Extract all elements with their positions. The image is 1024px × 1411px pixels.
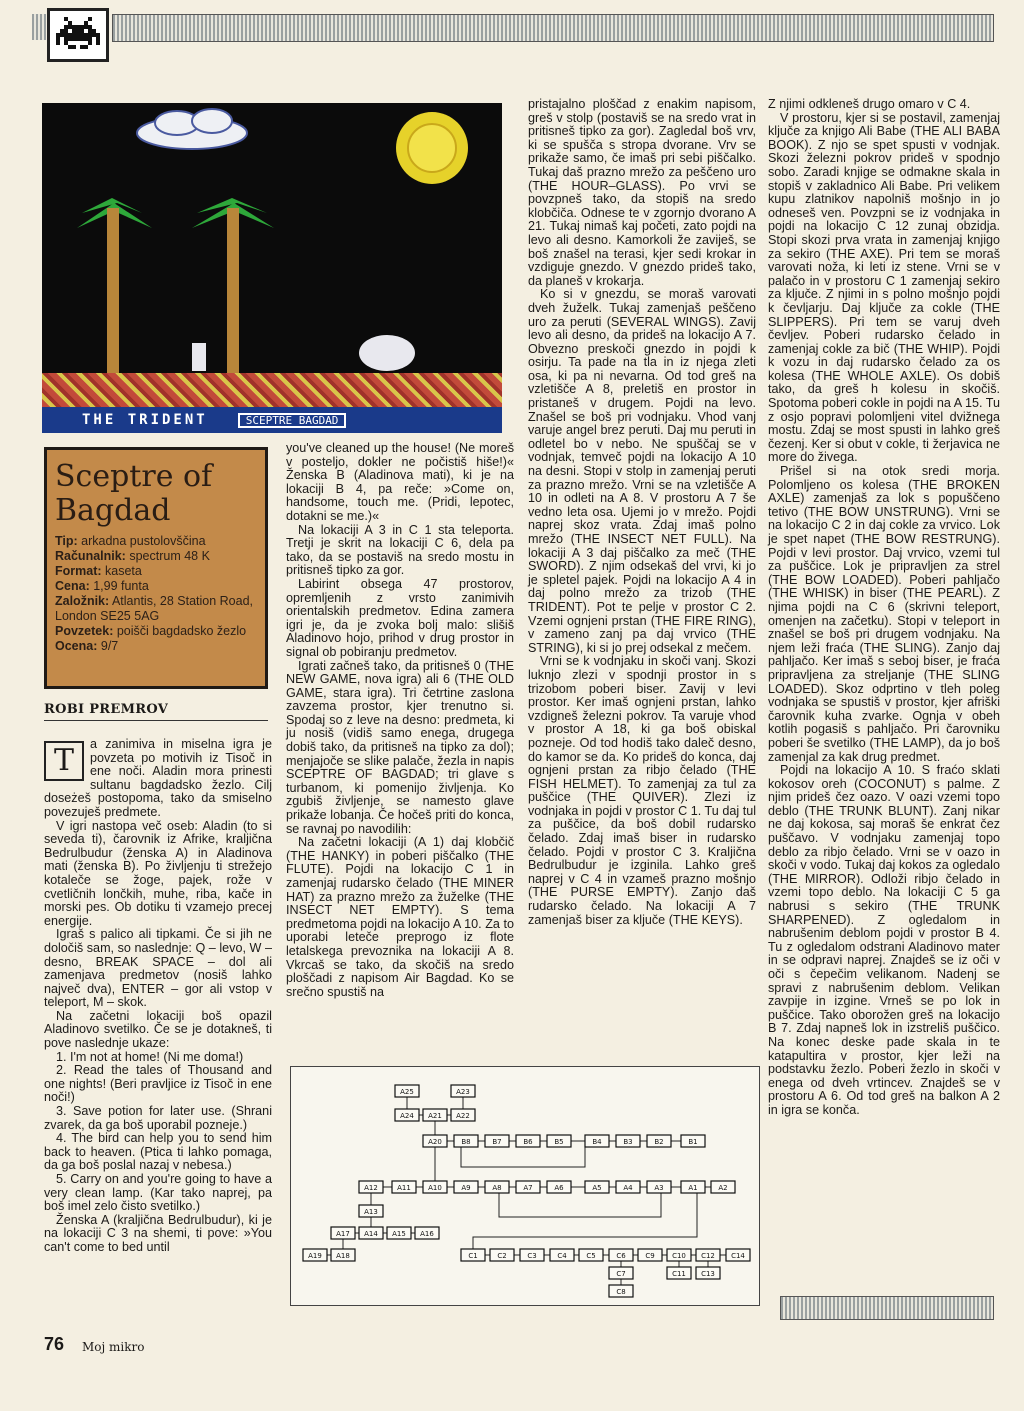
map-room-label: A19 [308, 1252, 322, 1260]
space-invader-icon [56, 17, 100, 53]
paragraph: V igri nastopa več oseb: Aladin (to si seveda ti), čarovnik iz Afrike, kraljična Bedrulbudur (ženska A) in Aladinova mati (ženska B). Po življenju ti strežejo kotaleče se žoge, pajek, rože v cvetličnih lončkih, muhe, riba, kače in morski pes. Ob dotiku ti vzamejo precej energije. [44, 818, 272, 928]
magazine-name: Moj mikro [82, 1340, 145, 1354]
map-room-label: A7 [523, 1184, 533, 1192]
list-item: 1. I'm not at home! (Ni me doma!) [56, 1049, 244, 1064]
map-room [609, 1249, 633, 1261]
article-column-2 [286, 442, 514, 999]
map-room-label: A9 [461, 1184, 471, 1192]
map-room [711, 1181, 735, 1193]
map-connection [461, 1147, 585, 1167]
paragraph: Pojdi na lokacijo A 10. S fraćo sklati kokosov oreh (COCONUT) s palme. Z njim prideš čez oazo. V oazi vzemi topo deblo (THE TRUNK BLUNT). Zanj nikar ne daj kokosa, saj moraš še enkrat čez puščavo. V vodnjaku zamenjaj topo deblo za ribjo čelado. Vrni se v oazo in skoči v vodo. Tukaj daj kokos za ogledalo (THE MIRROR). Odloži ribjo čelado in vzemi topo deblo. Na lokaciji C 5 ga nabrusi s sekiro (THE TRUNK SHARPENED). Z ogledalom in nabrušenim deblom pojdi v prostor B 4. Tu z ogledalom odstrani Aladinovo mater in se odpravi naprej. Znajdeš se iz oči v oči s čepečim velikanom. Nadenj se spravi z nabrušenim deblom. Velikan zavpije in izgine. Vrneš se po lok in puščice. Tako oborožen greš na lokacijo B 7. Zdaj napneš lok in izstreliš puščico. Na konec deske pade skala in te katapultira v prostor, kjer leži na podstavku žezlo. Poberi žezlo in skoči v enega od dveh vrtincev. Znajdeš se v prostoru A 6. Od tod greš na balkon A 2 in igra se konča. [768, 763, 1000, 1117]
map-connection [473, 1193, 697, 1249]
map-room-label: B1 [688, 1138, 698, 1146]
paragraph: Prišel si na otok sredi morja. Polomljeno os kolesa (THE BROKEN AXLE) zamenjaš za lok s popuščeno tetivo (THE BOW UNSTRUNG). Vrni se na lokacijo C 2 in daj cokle za vrvico. Lok je spet napet (THE BOW RESTRUNG). Pojdi v levi prostor. Daj vrvico, vzemi tul za puščice. Lok je pripravljen za strel (THE BOW LOADED). Poberi pahljačo (THE WHISK) in biser (THE PEARL). Z njima pojdi na C 6 (skrivni teleport, omenjen na začetku). Stopi v teleport in znašel se boš pri drugem vodnjaku. Na njem leži fraća (THE SLING). Zanjo daj pahljačo. Ker imaš s seboj biser, je fraća pripravljena za streljanje (THE SLING LOADED). Skoz odprtino v tleh poleg vodnjaka se spustiš v prostor, kjer afriški čarovnik kuha zvarke. Ognja v obeh kotlih pogasiš s pahljačo. Pri čarovniku poberi še svetilko (THE LAMP), da jo boš zamenjal za kak drug predmet. [768, 464, 1000, 764]
author-name: ROBI PREMROV [44, 702, 169, 717]
map-room [516, 1181, 540, 1193]
map-room-label: C5 [586, 1252, 596, 1260]
map-room-label: C12 [701, 1252, 715, 1260]
paragraph: Igraš s palico ali tipkami. Če si jih ne določiš sam, so naslednje: Q – levo, W – desno, BREAK SPACE – dol ali zamenjava predmetov (nosiš lahko največ dva), ENTER – gor ali vstop v teleport, M – skok. [44, 927, 272, 1010]
map-room [520, 1249, 544, 1261]
map-room [415, 1227, 439, 1239]
map-room-label: C2 [497, 1252, 507, 1260]
map-room-label: B4 [592, 1138, 602, 1146]
map-room-label: B8 [461, 1138, 471, 1146]
map-room [485, 1135, 509, 1147]
map-room-label: A2 [718, 1184, 728, 1192]
map-connection [499, 1193, 661, 1217]
paragraph: Igrati začneš tako, da pritisneš 0 (THE NEW GAME, nova igra) ali 6 (THE OLD GAME, stara igra). Tri četrtine zaslona zavzema prostor, kjer trenutno si. Spodaj so z leve na desno: predmeta, ki ju nosiš (vidiš samo enega, drugega dobiš tako, da pritisneš na tipko za dol); menjajoče se slike palače, žezla in napis SCEPTRE OF BAGDAD; tri glave s turbanom, ki pomenijo življenja. Ko zgubiš življenje, se namesto glave prikaže lobanja. Če hočeš priti do konca, se ravnaj po navodilih: [286, 658, 514, 836]
map-room [359, 1227, 383, 1239]
map-room [395, 1085, 419, 1097]
map-room-label: A23 [456, 1088, 470, 1096]
list-item: 3. Save potion for later use. (Shrani zvarek, da ga boš uporabil pozneje.) [44, 1104, 272, 1132]
map-room [609, 1267, 633, 1279]
map-room-label: C8 [616, 1288, 626, 1296]
map-room [667, 1267, 691, 1279]
map-room-label: A22 [456, 1112, 470, 1120]
map-room [331, 1227, 355, 1239]
header-logo [47, 8, 109, 62]
map-room-label: B2 [654, 1138, 664, 1146]
game-ground [42, 373, 502, 407]
map-room-label: C4 [557, 1252, 567, 1260]
info-row-price: Cena: 1,99 funta [55, 579, 149, 593]
header-stripe-left [32, 14, 46, 40]
map-room-label: A25 [400, 1088, 414, 1096]
map-room-label: A20 [428, 1138, 442, 1146]
map-room [696, 1249, 720, 1261]
map-room [490, 1249, 514, 1261]
map-room [726, 1249, 750, 1261]
map-room [331, 1249, 355, 1261]
creature-figure [359, 335, 415, 371]
sun-icon [396, 112, 468, 184]
map-room [681, 1135, 705, 1147]
paragraph: pristajalno ploščad z enakim napisom, greš v stolp (postaviš se na sredo vrat in pritisneš tipko za gor). Zagledal boš vrv, ki se spušča s stropa dvorane. Vrv se prikaže samo, če imaš pri sebi piščalko. Tukaj daš prazno mrežo za peščeno uro (THE HOUR–GLASS). Po vrvi se povzpneš tako, da stopiš na sredo klobčiča. Odnese te v zgornjo dvorano A 21. Tukaj nimaš kaj početi, zato pojdi na levo ali desno. Kamorkoli že zaviješ, se boš znašel na terasi, kjer sedi krokar in vzdiguje gnezdo. V gnezdo prideš tako, da planeš v krokarja. [528, 97, 756, 288]
map-room [485, 1181, 509, 1193]
map-room-label: C7 [616, 1270, 626, 1278]
map-room [516, 1135, 540, 1147]
map-room-label: C1 [468, 1252, 478, 1260]
page-number: 76 [44, 1334, 65, 1354]
map-room-label: C9 [645, 1252, 655, 1260]
info-row-computer: Računalnik: spectrum 48 K [55, 549, 210, 563]
game-screenshot [42, 103, 502, 433]
game-status-bar [42, 407, 502, 433]
paragraph: Labirint obsega 47 prostorov, opremljenih z vrsto zanimivih orientalskih predmetov. Edina zamera igri je, da je zvoka bolj malo: slišiš Aladinovo hojo, prihod v drug prostor in signal ob pobiranju predmetov. [286, 576, 514, 659]
info-row-rating: Ocena: 9/7 [55, 639, 119, 653]
list-item: 5. Carry on and you're going to have a very clean lamp. (Kar tako naprej, pa boš imel zelo čisto svetilko.) [44, 1172, 272, 1214]
map-room [647, 1181, 671, 1193]
paragraph: T a zanimiva in miselna igra je povzeta po motivih iz Tisoč in ene noči. Aladin mora prinesti sultanu bagdadsko žezlo. Cilj doseżeš postopoma, tako da smiselno povezuješ predmete. [44, 737, 272, 819]
article-column-4 [768, 98, 1000, 1118]
paragraph: Na začetni lokaciji boš opazil Aladinovo svetilko. Če se je dotakneš, ti pove naslednje ukaze: [44, 1008, 272, 1051]
map-room-label: A13 [364, 1208, 378, 1216]
map-room [303, 1249, 327, 1261]
paragraph: Vrni se k vodnjaku in skoči vanj. Skozi luknjo zlezi v spodnji prostor in s trizobom poberi biser. Zavij v levi prostor. Ker imaš ognjeni prstan, lahko vzdigneš železni pokrov. Ta varuje vhod v prostor A 18, ki ga boš obiskal pozneje. Od tod hodiš tako daleč desno, do kamor se da. Ko prideš do konca, daj ognjeni prstan za ribjo čelado (THE FISH HELMET). To zamenjaj za tul za puščice (THE QUIVER). Zlezi iz vodnjaka in pojdi v prostor C 1. Tu daj tul za puščice, da boš dobil rudarsko čelado. Zdaj imaš biser in rudarsko čelado. Pojdi v prostor C 3. Kraljična Bedrulbudur je izginila. Lahko greš naprej v C 4 in vzameš prazno mošnjo (THE PURSE EMPTY). Zanjo daš rudarsko čelado. Na lokaciji A 7 zamenjaš biser za ključe (THE KEYS). [528, 654, 756, 927]
map-room [609, 1285, 633, 1297]
map-room-label: A8 [492, 1184, 502, 1192]
article-column-3 [528, 98, 756, 927]
article-column-1 [44, 738, 272, 1255]
paragraph: Na lokaciji A 3 in C 1 sta teleporta. Tretji je skrit na lokaciji C 6, dela pa tako, da se postaviš na sredo mostu in pritisneš tipko za gor. [286, 522, 514, 578]
map-room [547, 1135, 571, 1147]
drop-cap: T [44, 741, 84, 781]
map-room-label: A24 [400, 1112, 414, 1120]
map-room [454, 1181, 478, 1193]
map-room [423, 1135, 447, 1147]
map-room [392, 1181, 416, 1193]
paragraph: you've cleaned up the house! (Ne moreš v posteljo, dokler ne počistiš hiše!)« Ženska B (Aladinova mati), ki je na lokaciji B 4, pa reče: »Come on, handsome, touch me. (Pridi, lepotec, dotakni se me.)« [286, 441, 514, 523]
map-room [579, 1249, 603, 1261]
map-room-label: B3 [623, 1138, 633, 1146]
map-room-label: A11 [397, 1184, 411, 1192]
map-room [359, 1181, 383, 1193]
map-room [585, 1181, 609, 1193]
map-room [616, 1135, 640, 1147]
map-room [550, 1249, 574, 1261]
map-room-label: A3 [654, 1184, 664, 1192]
map-room-label: C14 [731, 1252, 745, 1260]
map-room-label: B7 [492, 1138, 502, 1146]
map-room-label: C13 [701, 1270, 715, 1278]
paragraph: Na začetni lokaciji (A 1) daj klobčič (THE HANKY) in poberi piščalko (THE FLUTE). Pojdi na lokacijo C 1 in zamenjaj rudarsko čelado (THE MINER HAT) za prazno mrežo za žuželke (THE INSECT NET EMPTY). S tema predmetoma pojdi na lokacijo A 10. Za to uporabi leteče preprogo iz flote letalskega prevoznika na lokaciji A 8. Vkrcaš se tako, da skočiš na sredo ploščadi z napisom Air Bagdad. Ko se srečno spustiš na [286, 835, 514, 999]
info-row-summary: Povzetek: poišči bagdadsko žezlo [55, 624, 247, 638]
map-room-label: B6 [523, 1138, 533, 1146]
footer-stripe [780, 1296, 994, 1320]
paragraph: Z njimi odkleneš drugo omaro v C 4. [768, 97, 971, 111]
map-room [547, 1181, 571, 1193]
map-room-label: A18 [336, 1252, 350, 1260]
map-room-label: A17 [336, 1230, 350, 1238]
map-room-label: C11 [672, 1270, 686, 1278]
map-room-label: A15 [392, 1230, 406, 1238]
map-room-label: A14 [364, 1230, 378, 1238]
map-room [616, 1181, 640, 1193]
map-room [638, 1249, 662, 1261]
map-room [696, 1267, 720, 1279]
list-item: 4. The bird can help you to send him back to heaven. (Ptica ti lahko pomaga, da ga boš poslal nazaj v nebesa.) [44, 1131, 272, 1173]
map-room-label: C3 [527, 1252, 537, 1260]
header-stripe [112, 14, 994, 42]
map-room [454, 1135, 478, 1147]
map-room-label: C6 [616, 1252, 626, 1260]
game-logo-text: SCEPTRE BAGDAD [238, 413, 347, 428]
map-room [395, 1109, 419, 1121]
labyrinth-map [290, 1066, 760, 1306]
map-room [585, 1135, 609, 1147]
info-row-type: Tip: arkadna pustolovščina [55, 534, 206, 548]
game-status-text: THE TRIDENT [82, 412, 208, 428]
map-room [423, 1109, 447, 1121]
info-row-publisher: Založnik: Atlantis, 28 Station Road, London SE25 5AG [55, 594, 254, 623]
aladdin-figure [192, 343, 206, 371]
map-room [451, 1085, 475, 1097]
map-room-label: A10 [428, 1184, 442, 1192]
map-room [359, 1205, 383, 1217]
paragraph: Ženska A (kraljična Bedrulbudur), ki je na lokaciji C 3 na shemi, ti pove: »You can't come to bed until [44, 1212, 272, 1254]
game-info-box [44, 447, 268, 689]
map-room-label: A5 [592, 1184, 602, 1192]
map-room [681, 1181, 705, 1193]
map-room [387, 1227, 411, 1239]
map-room-label: A1 [688, 1184, 698, 1192]
map-room-label: A4 [623, 1184, 633, 1192]
map-room-label: A21 [428, 1112, 442, 1120]
paragraph: Ko si v gnezdu, se moraš varovati dveh žuželk. Tukaj zamenjaš peščeno uro za peruti (SEVERAL WINGS). Zavij levo ali desno, da prideš na lokacijo A 7. Obvezno preskoči gnezdo in pojdi k osirju. Ta pade na tla in iz njega zleti osa, ki pa ni nevarna. Od tod greš na vzletišče A 8, preletiš en prostor in pristaneš v drugem. Pojdi na levo. Znašel se boš pri vodnjaku. Vhod vanj varuje angel brez peruti. Daj mu peruti in odletel bo v nebo. Ne spuščaj se v vodnjak, temveč pojdi na lokacijo A 10 na desni. Stopi v stolp in zamenjaj peruti za prazno mrežo. Vrni se na vzletišče A 10 in odleti na A 8. V prostoru A 7 še vedno leta osa. Ujemi jo v mrežo. Pojdi naprej skoz vrata. Zdaj imaš polno mrežo (THE INSECT NET FULL). Na lokaciji A 3 daj piščalko za meč (THE SWORD). Z njim odsekaš del vrvi, ki jo je spletel pajek. Pojdi na lokacijo A 4 in daj polno mrežo za trizob (THE TRIDENT). Pot te pelje v prostor C 2. Vzemi ognjeni prstan (THE FIRE RING), v zameno zanj pa daj vrvico (THE STRING), ki si jo prej odsekal z mečem. [528, 287, 756, 655]
map-room-label: C10 [672, 1252, 686, 1260]
info-row-format: Format: kaseta [55, 564, 142, 578]
author-rule [44, 720, 268, 721]
map-room [667, 1249, 691, 1261]
game-title: Sceptre of Bagdad [55, 459, 213, 528]
paragraph: V prostoru, kjer si se postavil, zamenjaj ključe za knjigo Ali Babe (THE ALI BABA BOOK). Z njo se spet spusti v vodnjak. Skozi železni pokrov prideš v spodnjo sobo. Zaradi knjige se odmakne skala in stopiš v zakladnico Ali Babe. Pri velikem kupu zlatnikov napolniš mošnjo in jo odneseš ven. Povzpni se iz vodnjaka in pojdi na lokacijo C 12 zunaj obzidja. Stopi skozi prva vrata in zamenjaj knjigo za sekiro (THE AXE). Pri tem se moraš varovati noža, ki leti iz stene. Vrni se v palačo in v prostoru C 1 zamenjaj sekiro za ključe. Z njimi in s polno mošnjo pojdi k čevljarju. Daj ključe za cokle (THE SLIPPERS). Pri tem se varuj dveh čevljev. Poberi rudarsko čelado in zamenjaj cokle za bič (THE WHIP). Pojdi k vozu in daj rudarsko čelado za os kolesa (THE WHOLE AXLE). Os dobiš tako, da greš h kolesu in skočiš. Spotoma poberi cokle in pojdi na A 15. Tu z osjo popravi polomljeni vitel dvižnega mostu. Zdaj se most spusti in lahko greš čezenj. Ker si obut v cokle, ti žerjavica ne more do živega. [768, 110, 1000, 465]
map-room-label: B5 [554, 1138, 564, 1146]
map-room-label: A6 [554, 1184, 564, 1192]
labyrinth-map-diagram [291, 1067, 759, 1305]
map-room [423, 1181, 447, 1193]
map-room [647, 1135, 671, 1147]
game-scene [42, 103, 502, 373]
map-room [461, 1249, 485, 1261]
map-room-label: A16 [420, 1230, 434, 1238]
map-room-label: A12 [364, 1184, 378, 1192]
map-room [451, 1109, 475, 1121]
list-item: 2. Read the tales of Thousand and one nights! (Beri pravljice iz Tisoč in ene noči!) [44, 1063, 272, 1105]
